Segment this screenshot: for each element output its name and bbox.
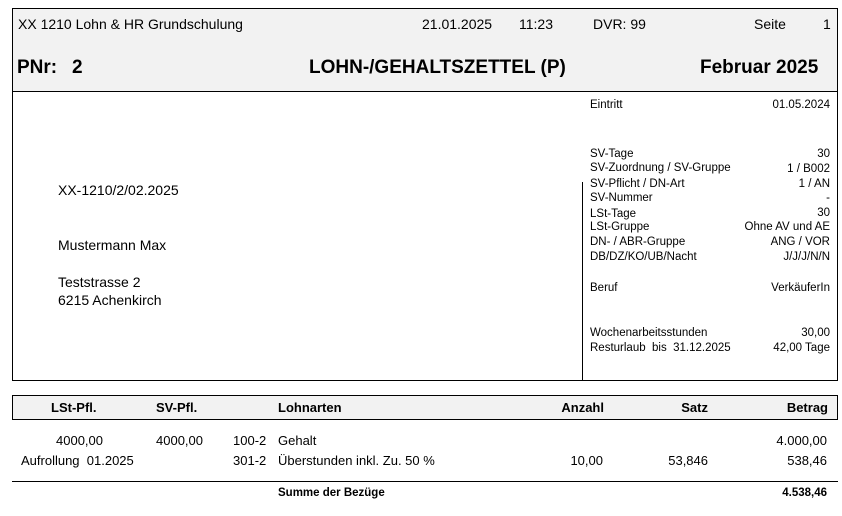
- weekly-hours-value: 30,00: [801, 327, 830, 339]
- detail-label: LSt-Gruppe: [590, 221, 650, 233]
- row-lst: Aufrollung 01.2025: [21, 453, 134, 468]
- print-date: 21.01.2025: [422, 16, 493, 32]
- col-header-sv: SV-Pfl.: [156, 400, 198, 415]
- detail-label: LSt-Tage: [590, 208, 637, 220]
- pay-period: Februar 2025: [700, 57, 819, 78]
- col-header-qty: Anzahl: [561, 400, 604, 415]
- row-code: 301-2: [233, 453, 267, 468]
- detail-value: 30: [817, 207, 830, 219]
- detail-value: -: [826, 192, 830, 204]
- entry-value: 01.05.2024: [772, 99, 830, 111]
- detail-value: J/J/J/N/N: [783, 251, 830, 263]
- detail-label: SV-Tage: [590, 148, 634, 160]
- row-amount: 538,46: [787, 453, 827, 468]
- row-code: 100-2: [233, 433, 267, 448]
- row-rate: 53,846: [668, 453, 708, 468]
- company-name: XX 1210 Lohn & HR Grundschulung: [18, 16, 243, 32]
- employee-name: Mustermann Max: [58, 237, 167, 253]
- vacation-value: 42,00 Tage: [773, 342, 830, 354]
- detail-label: SV-Zuordnung / SV-Gruppe: [590, 162, 731, 174]
- col-header-lst: LSt-Pfl.: [51, 400, 97, 415]
- dvr-number: DVR: 99: [593, 16, 646, 32]
- row-sv: 4000,00: [156, 433, 203, 448]
- detail-label: DN- / ABR-Gruppe: [590, 236, 686, 248]
- sum-value: 4.538,46: [782, 487, 827, 499]
- detail-label: SV-Nummer: [590, 192, 653, 204]
- sum-divider: [12, 481, 838, 482]
- page-label: Seite: [754, 16, 786, 32]
- row-name: Gehalt: [278, 433, 317, 448]
- detail-value: 1 / AN: [798, 178, 830, 190]
- pnr-value: 2: [72, 57, 83, 78]
- detail-value: ANG / VOR: [770, 236, 830, 248]
- table-header-box: [12, 395, 838, 420]
- employee-reference: XX-1210/2/02.2025: [58, 182, 179, 198]
- detail-label: SV-Pflicht / DN-Art: [590, 178, 685, 190]
- row-qty: 10,00: [570, 453, 603, 468]
- print-time: 11:23: [519, 16, 553, 32]
- detail-value: Ohne AV und AE: [744, 221, 830, 233]
- row-lst: 4000,00: [56, 433, 103, 448]
- document-title: LOHN-/GEHALTSZETTEL (P): [309, 57, 566, 78]
- job-value: VerkäuferIn: [771, 282, 830, 294]
- pnr-label: PNr:: [17, 57, 58, 78]
- row-amount: 4.000,00: [776, 433, 827, 448]
- job-label: Beruf: [590, 282, 618, 294]
- detail-value: 30: [817, 148, 830, 160]
- vacation-label: Resturlaub bis 31.12.2025: [590, 342, 731, 354]
- row-name: Überstunden inkl. Zu. 50 %: [278, 453, 435, 468]
- info-box: [12, 91, 838, 381]
- col-header-amount: Betrag: [786, 400, 828, 415]
- entry-label: Eintritt: [590, 99, 623, 111]
- employee-city: 6215 Achenkirch: [58, 292, 162, 308]
- col-header-type: Lohnarten: [278, 400, 342, 415]
- sum-label: Summe der Bezüge: [278, 487, 385, 499]
- employee-street: Teststrasse 2: [58, 274, 141, 290]
- page-number: 1: [823, 16, 831, 32]
- info-divider: [582, 182, 583, 381]
- detail-value: 1 / B002: [787, 163, 830, 175]
- col-header-rate: Satz: [681, 400, 708, 415]
- weekly-hours-label: Wochenarbeitsstunden: [590, 327, 708, 339]
- detail-label: DB/DZ/KO/UB/Nacht: [590, 251, 697, 263]
